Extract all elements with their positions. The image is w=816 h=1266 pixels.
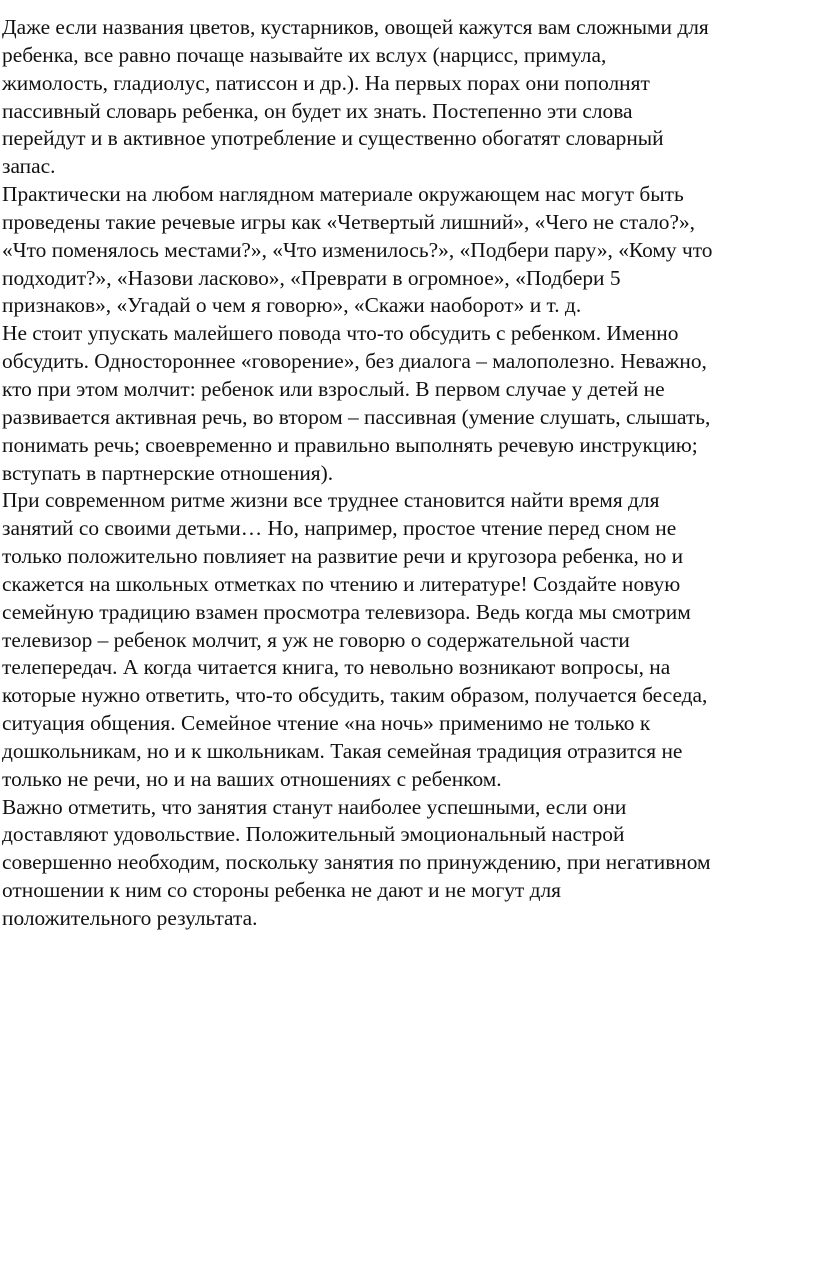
text-line: доставляют удовольствие. Положительный эмоциональный настрой	[2, 822, 625, 847]
text-line: только положительно повлияет на развитие речи и кругозора ребенка, но и	[2, 544, 684, 569]
paragraph-discussion	[2, 320, 814, 487]
paragraph-plant-names	[2, 14, 814, 181]
text-line: телепередач. А когда читается книга, то невольно возникают вопросы, на	[2, 655, 671, 680]
text-line: ребенка, все равно почаще называйте их вслух (нарцисс, примула,	[2, 42, 607, 67]
text-line: телевизор – ребенок молчит, я уж не говорю о содержательной части	[2, 627, 630, 652]
text-line: ситуация общения. Семейное чтение «на ночь» применимо не только к	[2, 711, 651, 736]
text-line: только не речи, но и на ваших отношениях с ребенком.	[2, 766, 502, 791]
paragraph-positive-mood	[2, 794, 814, 933]
text-line: семейную традицию взамен просмотра телевизора. Ведь когда мы смотрим	[2, 599, 691, 624]
text-line: положительного результата.	[2, 906, 258, 930]
paragraph-speech-games	[2, 181, 814, 320]
text-line: отношении к ним со стороны ребенка не дают и не могут для	[2, 878, 562, 903]
text-line: развивается активная речь, во втором – пассивная (умение слушать, слышать,	[2, 404, 711, 429]
text-line: жимолость, гладиолус, патиссон и др.). На первых порах они пополнят	[2, 70, 650, 95]
text-line: совершенно необходим, поскольку занятия по принуждению, при негативном	[2, 850, 711, 875]
text-line: При современном ритме жизни все труднее становится найти время для	[2, 488, 660, 513]
text-line: перейдут и в активное употребление и существенно обогатят словарный	[2, 126, 664, 151]
text-line: обсудить. Одностороннее «говорение», без диалога – малополезно. Неважно,	[2, 349, 707, 374]
text-line: «Что поменялось местами?», «Что изменилось?», «Подбери пару», «Кому что	[2, 237, 713, 262]
text-line: занятий со своими детьми… Но, например, простое чтение перед сном не	[2, 516, 677, 541]
text-line: подходит?», «Назови ласково», «Преврати в огромное», «Подбери 5	[2, 265, 621, 290]
text-line: вступать в партнерские отношения).	[2, 460, 334, 485]
text-line: понимать речь; своевременно и правильно выполнять речевую инструкцию;	[2, 432, 698, 457]
text-line: которые нужно ответить, что-то обсудить, таким образом, получается беседа,	[2, 683, 708, 708]
text-line: проведены такие речевые игры как «Четвертый лишний», «Чего не стало?»,	[2, 209, 696, 234]
text-line: скажется на школьных отметках по чтению и литературе! Создайте новую	[2, 571, 681, 596]
paragraph-family-reading	[2, 487, 814, 793]
text-line: признаков», «Угадай о чем я говорю», «Скажи наоборот» и т. д.	[2, 293, 582, 318]
document-body	[2, 14, 814, 933]
text-line: дошкольникам, но и к школьникам. Такая семейная традиция отразится не	[2, 738, 683, 763]
text-line: Не стоит упускать малейшего повода что-то обсудить с ребенком. Именно	[2, 321, 679, 346]
text-line: пассивный словарь ребенка, он будет их знать. Постепенно эти слова	[2, 98, 633, 123]
text-line: Даже если названия цветов, кустарников, овощей кажутся вам сложными для	[2, 15, 709, 39]
text-line: Практически на любом наглядном материале окружающем нас могут быть	[2, 182, 684, 207]
text-line: запас.	[2, 154, 56, 179]
text-line: кто при этом молчит: ребенок или взрослый. В первом случае у детей не	[2, 376, 665, 401]
text-line: Важно отметить, что занятия станут наиболее успешными, если они	[2, 794, 627, 819]
